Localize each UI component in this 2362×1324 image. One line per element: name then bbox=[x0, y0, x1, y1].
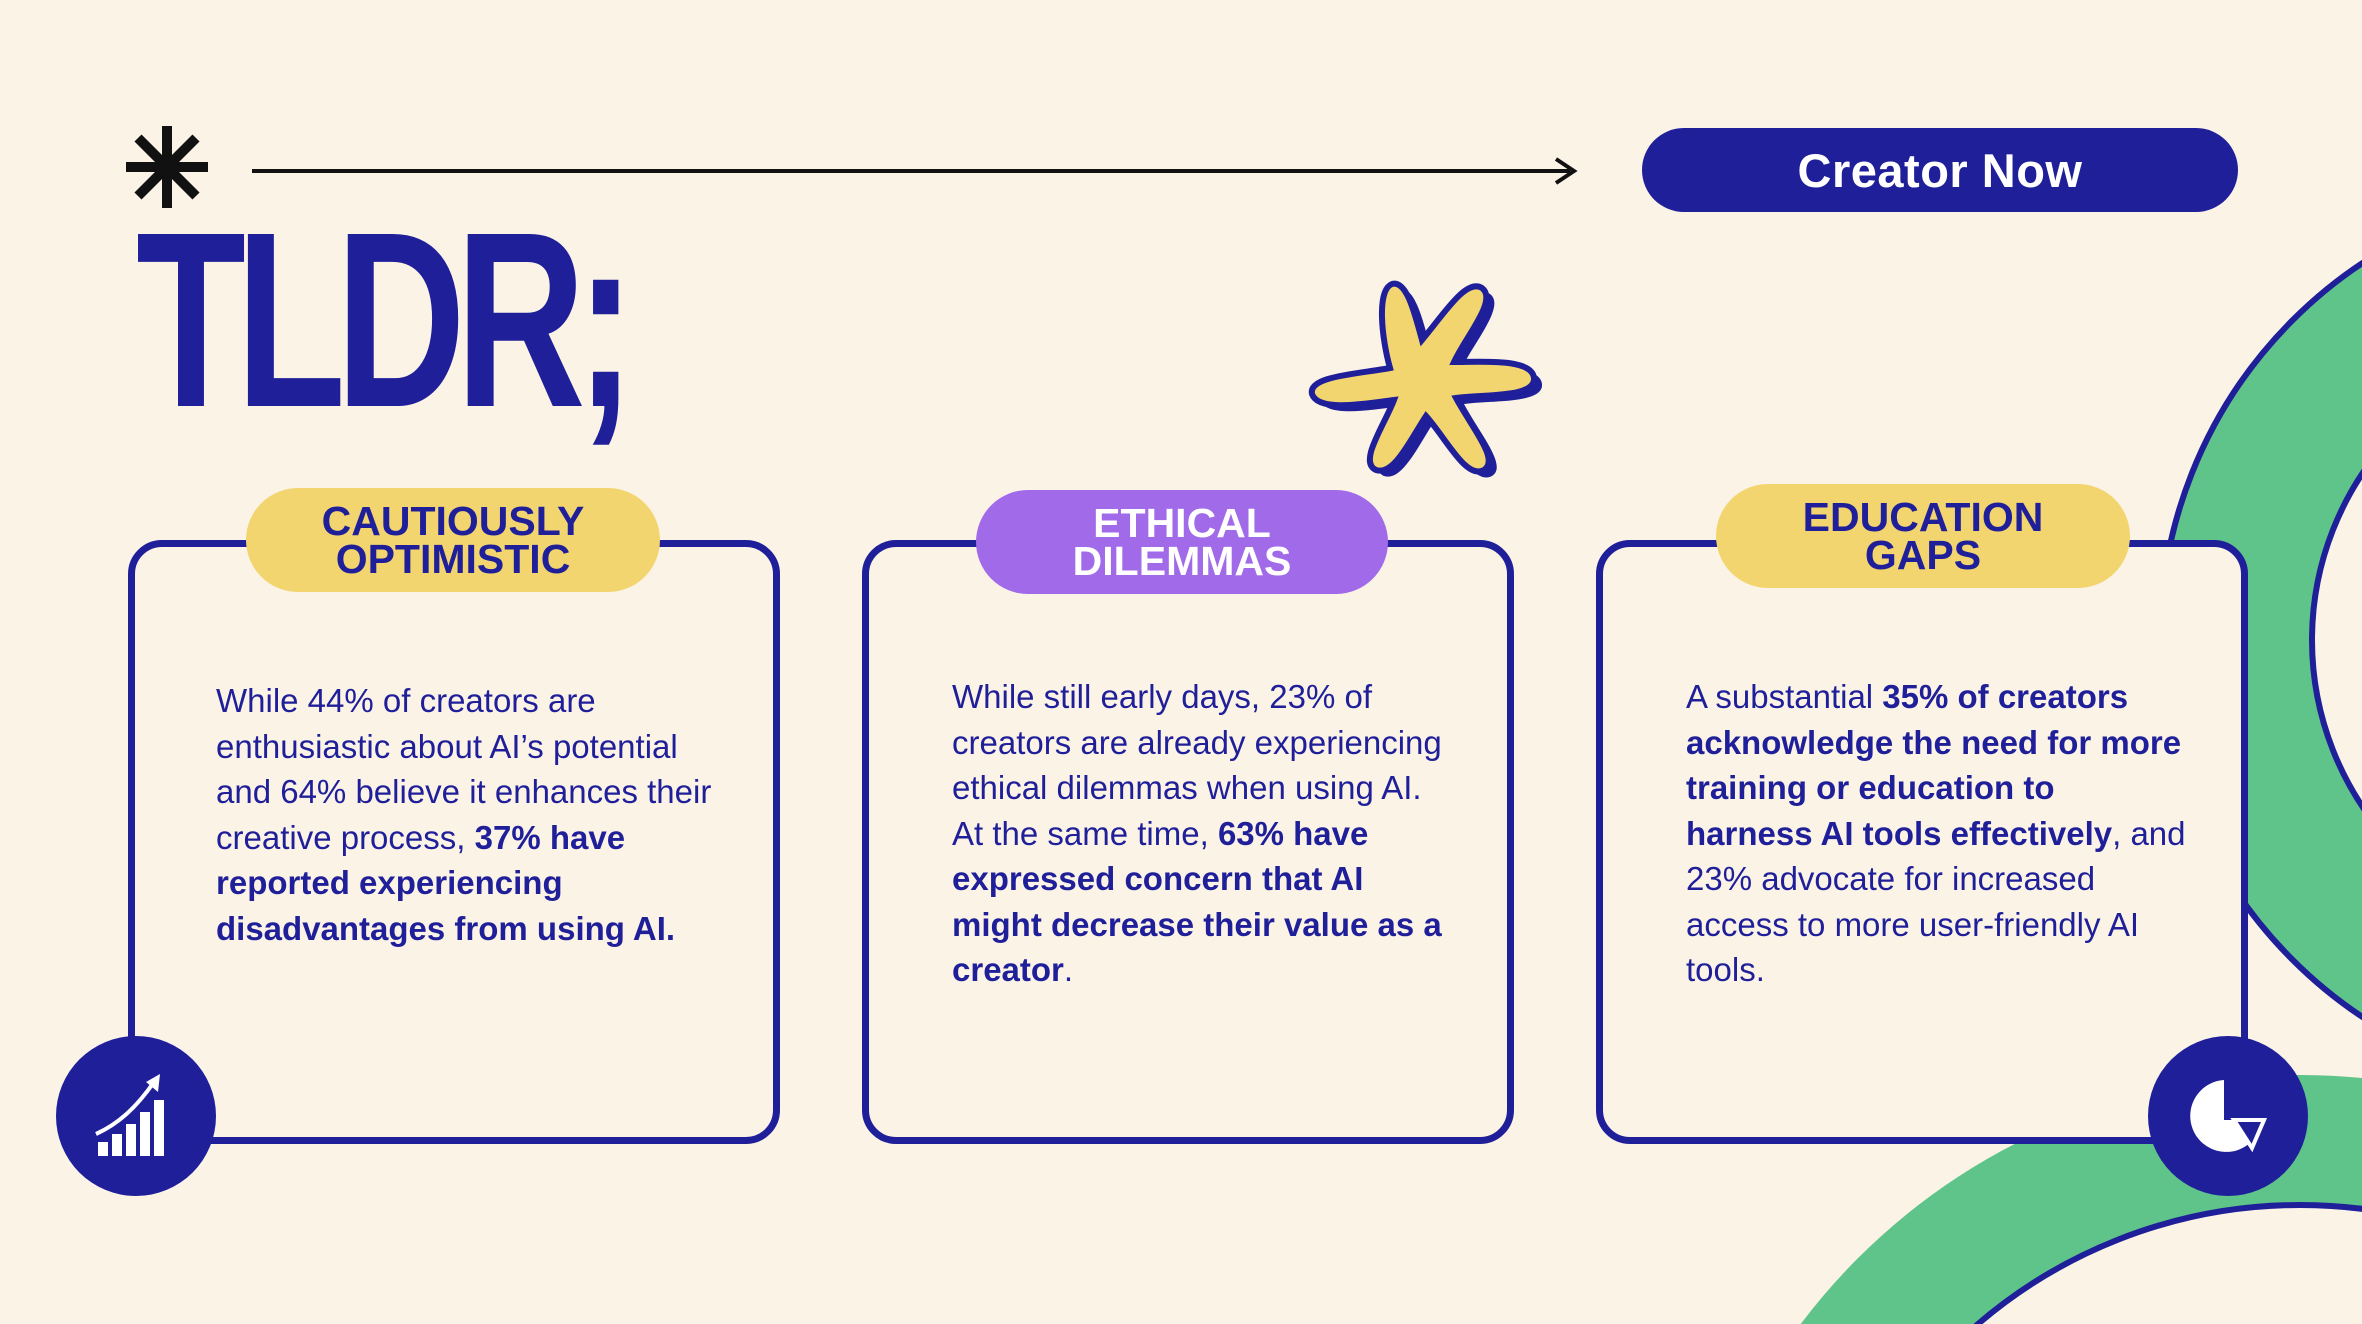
body-emphasis: 37% have reported experiencing disadvantages from using AI. bbox=[216, 818, 676, 947]
card-body-text bbox=[1686, 674, 2186, 993]
star-icon bbox=[1306, 270, 1542, 480]
pie-chart-icon bbox=[2148, 1036, 2308, 1196]
body-regular: A substantial bbox=[1686, 678, 1883, 715]
tag-ethical-dilemmas bbox=[976, 490, 1388, 594]
page-title: TLDR; bbox=[136, 180, 626, 459]
body-emphasis: 63% have expressed concern that AI might decrease their value as a creator bbox=[952, 814, 1442, 988]
tag-line: ETHICAL bbox=[1093, 500, 1271, 546]
brand-badge[interactable]: Creator Now bbox=[1642, 128, 2238, 212]
tag-line: EDUCATION bbox=[1802, 494, 2044, 540]
tag-line: OPTIMISTIC bbox=[335, 536, 571, 582]
card-body-text bbox=[216, 678, 736, 951]
card-body-text bbox=[952, 674, 1452, 993]
body-regular: , and 23% advocate for increased access to more user-friendly AI tools. bbox=[1686, 814, 2186, 988]
growth-chart-icon bbox=[56, 1036, 216, 1196]
tag-line: GAPS bbox=[1864, 532, 1982, 578]
body-emphasis: 35% of creators acknowledge the need for more training or education to harness AI tools effectively bbox=[1686, 678, 2182, 852]
body-regular: While 44% of creators are enthusiastic about AI’s potential and 64% believe it enhances their creative process, bbox=[216, 682, 712, 856]
body-regular: While still early days, 23% of creators are already experiencing ethical dilemmas when using AI. At the same time, bbox=[952, 678, 1442, 852]
tag-education-gaps bbox=[1716, 484, 2130, 588]
tag-line: CAUTIOUSLY bbox=[321, 498, 585, 544]
body-regular: . bbox=[1063, 951, 1074, 988]
tag-cautiously-optimistic bbox=[246, 488, 660, 592]
tag-line: DILEMMAS bbox=[1072, 538, 1292, 584]
